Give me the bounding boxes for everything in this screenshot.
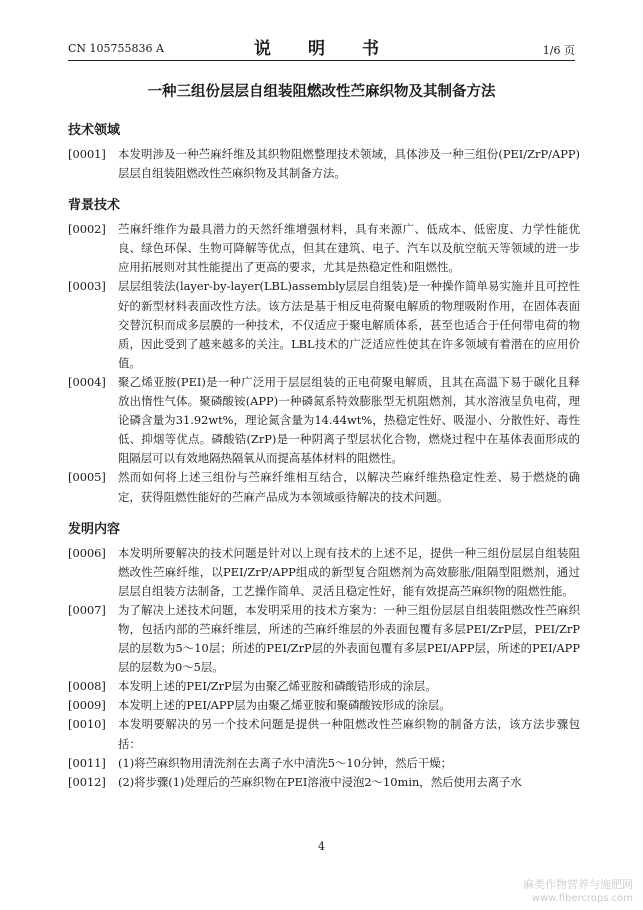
paragraph-text: 本发明涉及一种苎麻纤维及其织物阻燃整理技术领域，具体涉及一种三组份(PEI/ZrP/APP)层层自组装阻燃改性苎麻织物及其制备方法。: [118, 147, 580, 181]
heading-background: 背景技术: [68, 198, 121, 214]
paragraph-0006: [68, 544, 580, 601]
paragraph-text: 然而如何将上述三组份与苎麻纤维相互结合，以解决苎麻纤维热稳定性差、易于燃烧的确定，获得阻燃性能好的苎麻产品成为本领域亟待解决的技术问题。: [118, 470, 580, 504]
watermark-site-url: www.fibercrops.com: [531, 893, 633, 904]
section-title: 说 明 书: [254, 39, 389, 59]
paragraph-0009: [68, 696, 580, 715]
paragraph-number: [0009]: [68, 698, 106, 713]
page-indicator: 1/6 页: [542, 44, 575, 57]
paragraph-number: [0010]: [68, 717, 106, 732]
paragraph-0002: [68, 220, 580, 277]
paragraph-text: (2)将步骤(1)处理后的苎麻织物在PEI溶液中浸泡2～10min，然后使用去离子水: [118, 774, 522, 789]
paragraph-text: 本发明所要解决的技术问题是针对以上现有技术的上述不足，提供一种三组份层层自组装阻燃改性苎麻纤维，以PEI/ZrP/APP组成的新型复合阻燃剂为高效膨胀/阻隔型阻燃剂，通过层层自组装方法制备，工艺操作简单、灵活且稳定性好，能有效提高苎麻织物的阻燃性能。: [118, 545, 580, 598]
paragraph-number: [0007]: [68, 602, 106, 617]
paragraph-text: 本发明上述的PEI/ZrP层为由聚乙烯亚胺和磷酸锆形成的涂层。: [118, 679, 437, 694]
paragraph-number: [0011]: [68, 755, 106, 770]
paragraph-text: 聚乙烯亚胺(PEI)是一种广泛用于层层组装的正电荷聚电解质，且其在高温下易于碳化且释放出惰性气体。聚磷酸铵(APP)一种磷氮系特效膨胀型无机阻燃剂，其水溶液呈负电荷，理论磷含量为31.92wt%，理论氮含量为14.44wt%，热稳定性好、吸湿小、分散性好、毒性低、抑烟等优点。磷酸锆(ZrP)是一种阴离子型层状化合物，燃烧过程中在基体表面形成的阻隔层可以有效地隔热隔氧从而提高基体材料的阻燃性。: [118, 374, 580, 466]
paragraph-number: [0001]: [68, 147, 106, 161]
paragraph-text: (1)将苎麻织物用清洗剂在去离子水中清洗5～10分钟，然后干燥；: [118, 755, 453, 770]
page-header: [68, 30, 575, 61]
paragraph-number: [0004]: [68, 374, 106, 389]
paragraph-0012: [68, 773, 580, 792]
paragraph-0011: [68, 754, 580, 773]
paragraph-number: [0012]: [68, 774, 106, 789]
heading-tech-field: 技术领域: [68, 123, 121, 138]
paragraph-text: 本发明要解决的另一个技术问题是提供一种阻燃改性苎麻织物的制备方法，该方法步骤包括：: [118, 717, 580, 751]
paragraph-text: 层层组装法(layer-by-layer(LBL)assembly层层自组装)是一种操作简单易实施并且可控性好的新型材料表面改性方法。该方法是基于相反电荷聚电解质的物理吸附作用，在固体表面交替沉积而成多层膜的一种技术，不仅适应于聚电解质体系，甚至也适合于任何带电荷的物质，因此受到了越来越多的关注。LBL技术的广泛适应性使其在许多领域有着潜在的应用价值。: [118, 279, 580, 370]
paragraph-number: [0008]: [68, 679, 106, 694]
paragraph-text: 苎麻纤维作为最具潜力的天然纤维增强材料，具有来源广、低成本、低密度、力学性能优良、绿色环保、生物可降解等优点，但其在建筑、电子、汽车以及航空航天等领域的进一步应用拓展则对其性能提出了更高的要求，尤其是热稳定性和阻燃性。: [118, 222, 580, 275]
paragraph-0008: [68, 677, 580, 696]
watermark-site-name: 麻类作物营养与施肥网: [523, 878, 633, 891]
document-title: 一种三组份层层自组装阻燃改性苎麻织物及其制备方法: [147, 83, 496, 100]
heading-invention: 发明内容: [68, 521, 121, 537]
paragraph-0001: [68, 145, 580, 183]
page-number: 4: [318, 840, 325, 853]
paragraph-number: [0006]: [68, 545, 106, 560]
paragraph-text: 为了解决上述技术问题，本发明采用的技术方案为：一种三组份层层自组装阻燃改性苎麻织物，包括内部的苎麻纤维层，所述的苎麻纤维层的外表面包覆有多层PEI/ZrP层，PEI/ZrP层的层数为5～10层；所述的PEI/ZrP层的外表面包覆有多层PEI/APP层，所述的PEI/APP层的层数为0～5层。: [118, 602, 580, 675]
document-body: [68, 122, 580, 792]
paragraph-number: [0002]: [68, 222, 106, 237]
paragraph-0005: [68, 468, 580, 506]
paragraph-0007: [68, 601, 580, 677]
paragraph-0004: [68, 373, 580, 468]
document-number: CN 105755836 A: [68, 42, 164, 55]
paragraph-0003: [68, 277, 580, 372]
paragraph-number: [0003]: [68, 279, 106, 294]
paragraph-0010: [68, 715, 580, 753]
paragraph-text: 本发明上述的PEI/APP层为由聚乙烯亚胺和聚磷酸铵形成的涂层。: [118, 698, 451, 713]
paragraph-number: [0005]: [68, 470, 106, 485]
